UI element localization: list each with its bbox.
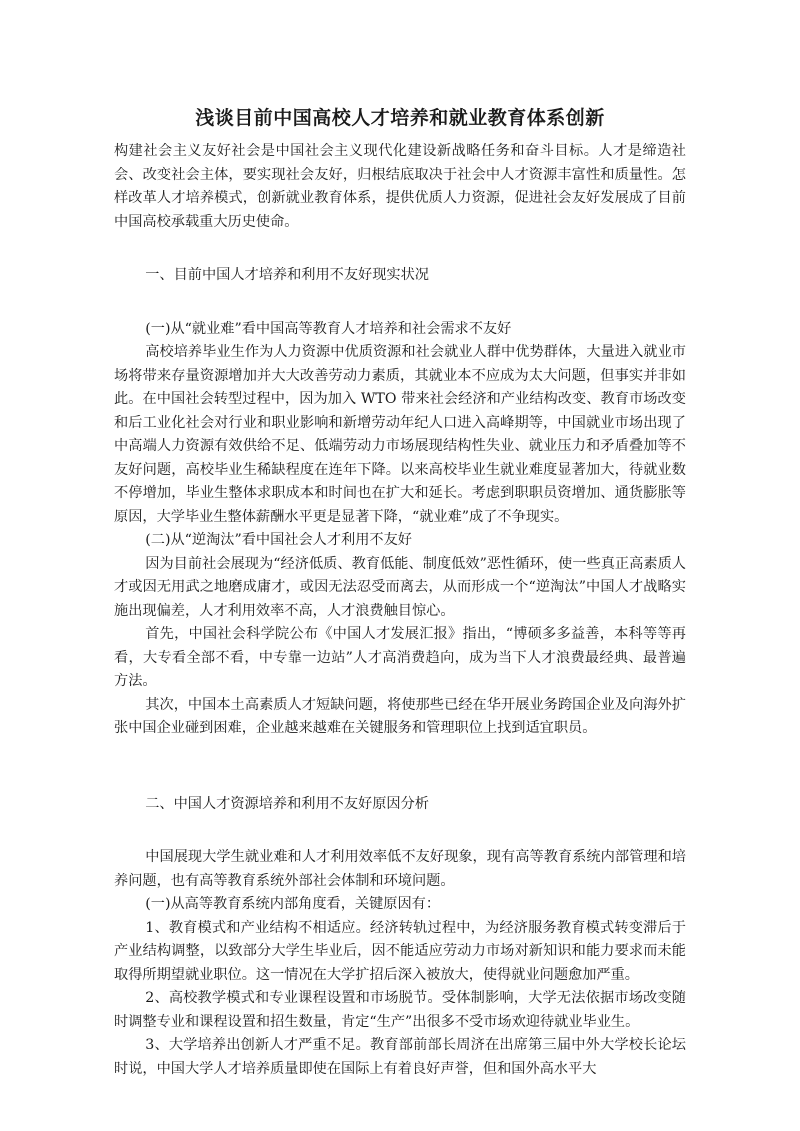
section-2-intro: 中国展现大学生就业难和人才利用效率低不友好现象，现有高等教育系统内部管理和培养问题，也有高等教育系统外部社会体制和环境问题。: [114, 849, 686, 889]
section-2-sub-1-heading: (一)从高等教育系统内部角度看，关键原因有：: [145, 896, 441, 912]
section-2-item-3: 3、大学培养出创新人才严重不足。教育部前部长周济在出席第三届中外大学校长论坛时说，中国大学人才培养质量即使在国际上有着良好声誉，但和国外高水平大: [114, 1037, 686, 1077]
section-1-sub-2-paragraph-1: 因为目前社会展现为“经济低质、教育低能、制度低效”恶性循环，使一些真正高素质人才或因无用武之地磨成庸才，或因无法忍受而离去，从而形成一个“逆淘汰”中国人才战略实施出现偏差，人才利用效率不高，人才浪费触目惊心。: [114, 555, 686, 619]
section-1-heading: 一、目前中国人才培养和利用不友好现实状况: [145, 267, 429, 283]
document-title: 浅谈目前中国高校人才培养和就业教育体系创新: [195, 107, 605, 129]
intro-paragraph: 构建社会主义友好社会是中国社会主义现代化建设新战略任务和奋斗目标。人才是缔造社会、改变社会主体，要实现社会友好，归根结底取决于社会中人才资源丰富性和质量性。怎样改革人才培养模式，创新就业教育体系，提供优质人力资源，促进社会友好发展成了目前中国高校承载重大历史使命。: [114, 143, 686, 230]
spacer: [114, 302, 686, 318]
section-2-item-2: 2、高校教学模式和专业课程设置和市场脱节。受体制影响，大学无法依据市场改变随时调整专业和课程设置和招生数量，肯定“生产”出很多不受市场欢迎待就业毕业生。: [114, 990, 686, 1030]
section-1-sub-2-paragraph-3: 其次，中国本土高素质人才短缺问题，将使那些已经在华开展业务跨国企业及向海外扩张中国企业碰到困难，企业越来越难在关键服务和管理职位上找到适宜职员。: [114, 696, 686, 736]
section-1-sub-1-heading: (一)从“就业难”看中国高等教育人才培养和社会需求不友好: [145, 320, 512, 337]
section-2-heading: 二、中国人才资源培养和利用不友好原因分析: [145, 795, 429, 812]
spacer: [114, 234, 686, 250]
section-1-sub-2-paragraph-2: 首先，中国社会科学院公布《中国人才发展汇报》指出，“博硕多多益善，本科等等再看，大专看全部不看，中专靠一边站”人才高消费趋向，成为当下人才浪费最经典、最普遍方法。: [114, 626, 686, 689]
spacer: [114, 830, 686, 846]
section-1-sub-1-paragraph: 高校培养毕业生作为人力资源中优质资源和社会就业人群中优势群体，大量进入就业市场将带来存量资源增加并大大改善劳动力素质，其就业本不应成为太大问题，但事实并非如此。在中国社会转型过程中，因为加入 WTO 带来社会经济和产业结构改变、教育市场改变和后工业化社会对行业和职业影响和新增劳动年纪人口进入高峰期等，中国就业市场出现了中高端人力资源有效供给不足、低端劳动力市场展现结构性失业、就业压力和矛盾叠加等不友好问题，高校毕业生稀缺程度在连年下降。以来高校毕业生就业难度显著加大，待就业数不停增加，毕业生整体求职成本和时间也在扩大和延长。考虑到职职员资增加、通货膨胀等原因，大学毕业生整体薪酬水平更是显著下降，“就业难”成了不争现实。: [114, 344, 686, 525]
section-2-item-1: 1、教育模式和产业结构不相适应。经济转轨过程中，为经济服务教育模式转变滞后于产业结构调整，以致部分大学生毕业后，因不能适应劳动力市场对新知识和能力要求而未能取得所期望就业职位。这一情况在大学扩招后深入被放大，使得就业问题愈加严重。: [114, 919, 686, 983]
section-1-sub-2-heading: (二)从“逆淘汰”看中国社会人才利用不友好: [145, 532, 412, 548]
spacer: [114, 741, 686, 779]
